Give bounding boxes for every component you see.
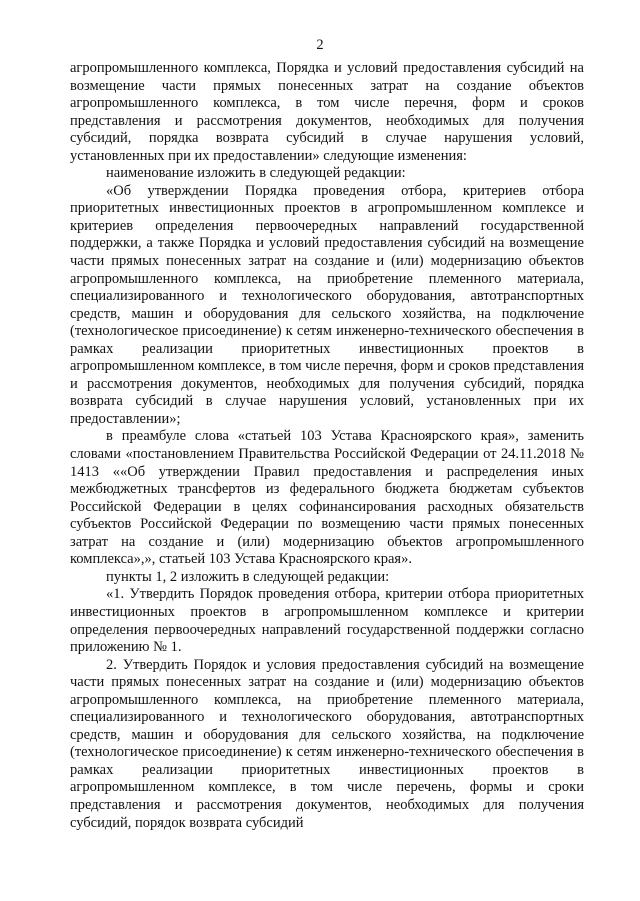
paragraph-preamble-change: в преамбуле слова «статьей 103 Устава Красноярского края», заменить словами «постановлением Правительства Российской Федерации от 24.11.2018 № 1413 ««Об утверждении Правил предоставления и распределения иных межбюджетных трансфертов из федерального бюджета бюджетам субъектов Российской Федерации в целях софинансирования расходных обязательств субъектов Российской Федерации по возмещению части прямых понесенных затрат на создание и (или) модернизацию объектов агропромышленного комплекса»,», статьей 103 Устава Красноярского края».	[70, 428, 584, 568]
document-body	[70, 60, 584, 832]
paragraph-continuation: агропромышленного комплекса, Порядка и условий предоставления субсидий на возмещение части прямых понесенных затрат на создание объектов агропромышленного комплекса, в том числе перечня, форм и сроков представления и рассмотрения документов, необходимых для получения субсидий, порядка возврата субсидий в случае нарушения условий, установленных при их предоставлении» следующие изменения:	[70, 60, 584, 164]
paragraph-points-change: пункты 1, 2 изложить в следующей редакции:	[106, 568, 390, 585]
paragraph-new-title: «Об утверждении Порядка проведения отбора, критериев отбора приоритетных инвестиционных проектов в агропромышленном комплексе и критериев определения первоочередных направлений государственной поддержки, а также Порядка и условий предоставления субсидий на возмещение части прямых понесенных затрат на создание и (или) модернизацию объектов агропромышленного комплекса, на приобретение племенного материала, специализированного и технологического оборудования, автотранспортных средств, машин и оборудования для сельского хозяйства, на подключение (технологическое присоединение) к сетям инженерно-технического обеспечения в рамках реализации приоритетных инвестиционных проектов в агропромышленном комплексе, в том числе перечня, форм и сроков представления и рассмотрения документов, необходимых для получения субсидий, порядка возврата субсидий в случае нарушения условий, установленных при их предоставлении»;	[70, 182, 584, 427]
paragraph-point-1: «1. Утвердить Порядок проведения отбора, критерии отбора приоритетных инвестиционных проектов в агропромышленном комплексе и критерии определения первоочередных направлений государственной поддержки согласно приложению № 1.	[70, 586, 584, 656]
paragraph-point-2: 2. Утвердить Порядок и условия предоставления субсидий на возмещение части прямых понесенных затрат на создание и (или) модернизацию объектов агропромышленного комплекса, на приобретение племенного материала, специализированного и технологического оборудования, автотранспортных средств, машин и оборудования для сельского хозяйства, на подключение (технологическое присоединение) к сетям инженерно-технического обеспечения в рамках реализации приоритетных инвестиционных проектов в агропромышленном комплексе, в том числе перечень, формы и сроки представления и рассмотрения документов, необходимых для получения субсидий, порядок возврата субсидий	[70, 656, 584, 831]
paragraph-title-change: наименование изложить в следующей редакции:	[106, 165, 406, 182]
page-number: 2	[316, 37, 324, 53]
